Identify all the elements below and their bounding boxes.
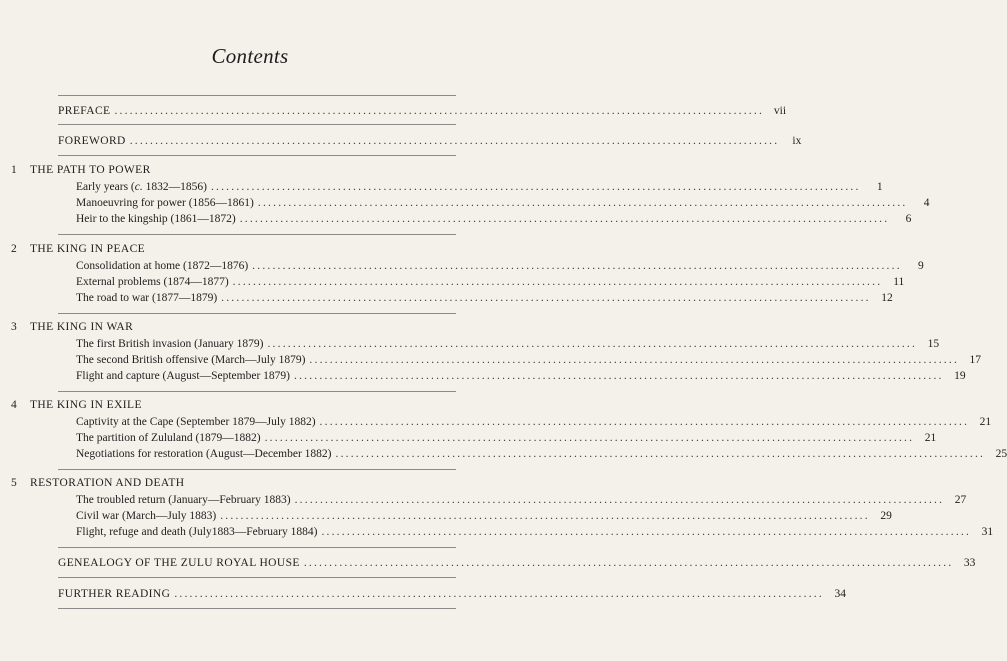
toc-entry-section[interactable] <box>76 509 892 523</box>
dot-leader: ................................................................................................................................ <box>264 432 915 444</box>
chapter-number: 2 <box>11 243 17 255</box>
dot-leader: ................................................................................................................................ <box>303 557 954 569</box>
divider <box>58 95 456 96</box>
divider <box>58 608 456 609</box>
entry-page: 6 <box>905 213 912 225</box>
chapter-number: 5 <box>11 477 17 489</box>
entry-title: The road to war (1877—1879) <box>76 292 218 304</box>
divider <box>58 547 456 548</box>
entry-page: 17 <box>969 354 982 366</box>
toc-entry-genealogy[interactable] <box>58 556 976 570</box>
chapter-number: 1 <box>11 164 17 176</box>
entry-title: GENEALOGY OF THE ZULU ROYAL HOUSE <box>58 557 300 569</box>
entry-title: The second British offensive (March—July 1879) <box>76 354 306 366</box>
toc-entry-further-reading[interactable] <box>58 587 846 601</box>
entry-title: FOREWORD <box>58 135 126 147</box>
chapter-title[interactable]: THE KING IN PEACE <box>30 243 146 255</box>
entry-title: The partition of Zululand (1879—1882) <box>76 432 261 444</box>
entry-page: 19 <box>954 370 966 382</box>
divider <box>58 124 456 125</box>
dot-leader: ................................................................................................................................ <box>294 370 944 382</box>
toc-entry-section[interactable] <box>76 259 924 273</box>
entry-page: 11 <box>893 276 905 288</box>
entry-title: The first British invasion (January 1879) <box>76 338 264 350</box>
entry-title: The troubled return (January—February 1883) <box>76 494 291 506</box>
chapter-title[interactable]: THE PATH TO POWER <box>30 164 151 176</box>
toc-entry-section[interactable] <box>76 337 940 351</box>
entry-title: Heir to the kingship (1861—1872) <box>76 213 236 225</box>
entry-title: External problems (1874—1877) <box>76 276 229 288</box>
toc-entry-section[interactable] <box>76 431 937 445</box>
toc-entry-section[interactable] <box>76 353 982 367</box>
dot-leader: ................................................................................................................................ <box>221 292 871 304</box>
dot-leader: ................................................................................................................................ <box>232 276 883 288</box>
entry-page: 21 <box>924 432 937 444</box>
toc-entry-section[interactable] <box>76 180 883 194</box>
divider <box>58 391 456 392</box>
divider <box>58 155 456 156</box>
divider <box>58 234 456 235</box>
entry-page: 12 <box>881 292 893 304</box>
entry-title: Captivity at the Cape (September 1879—July 1882) <box>76 416 316 428</box>
entry-title: Early years (c. 1832—1856) <box>76 181 207 193</box>
chapter-title[interactable]: THE KING IN WAR <box>30 321 134 333</box>
entry-page: 33 <box>963 557 976 569</box>
dot-leader: ................................................................................................................................ <box>210 181 861 193</box>
entry-title: Consolidation at home (1872—1876) <box>76 260 249 272</box>
entry-page: 25 <box>995 448 1007 460</box>
dot-leader: ................................................................................................................................ <box>129 135 780 147</box>
entry-page: vii <box>773 105 787 117</box>
entry-title: FURTHER READING <box>58 588 171 600</box>
dot-leader: ................................................................................................................................ <box>267 338 918 350</box>
chapter-title[interactable]: RESTORATION AND DEATH <box>30 477 185 489</box>
entry-page: 29 <box>880 510 892 522</box>
toc-entry-preface[interactable] <box>58 104 787 118</box>
entry-page: 31 <box>981 526 994 538</box>
chapter-number: 4 <box>11 399 17 411</box>
entry-title: Manoeuvring for power (1856—1861) <box>76 197 254 209</box>
toc-entry-section[interactable] <box>76 415 992 429</box>
page-title: Contents <box>211 44 289 68</box>
toc-entry-section[interactable] <box>76 493 967 507</box>
toc-entry-section[interactable] <box>76 275 905 289</box>
divider <box>58 469 456 470</box>
toc-entry-section[interactable] <box>76 196 930 210</box>
chapter-title[interactable]: THE KING IN EXILE <box>30 399 142 411</box>
entry-page: 21 <box>979 416 992 428</box>
entry-page: 34 <box>834 588 846 600</box>
dot-leader: ................................................................................................................................ <box>319 416 970 428</box>
dot-leader: ................................................................................................................................ <box>335 448 986 460</box>
entry-page: 4 <box>923 197 930 209</box>
toc-entry-section[interactable] <box>76 291 893 305</box>
dot-leader: ................................................................................................................................ <box>252 260 902 272</box>
entry-page: 1 <box>876 181 883 193</box>
toc-entry-section[interactable] <box>76 447 1007 461</box>
toc-entry-section[interactable] <box>76 369 966 383</box>
dot-leader: ................................................................................................................................ <box>321 526 972 538</box>
divider <box>58 313 456 314</box>
entry-page: ix <box>792 135 802 147</box>
entry-page: 15 <box>927 338 940 350</box>
toc-entry-foreword[interactable] <box>58 134 802 148</box>
dot-leader: ................................................................................................................................ <box>309 354 960 366</box>
entry-title: PREFACE <box>58 105 111 117</box>
chapter-number: 3 <box>11 321 17 333</box>
entry-title: Flight and capture (August—September 1879) <box>76 370 290 382</box>
dot-leader: ................................................................................................................................ <box>220 510 870 522</box>
toc-entry-section[interactable] <box>76 212 912 226</box>
dot-leader: ................................................................................................................................ <box>174 588 824 600</box>
divider <box>58 577 456 578</box>
toc-entry-section[interactable] <box>76 525 994 539</box>
entry-title: Flight, refuge and death (July1883—February 1884) <box>76 526 318 538</box>
dot-leader: ................................................................................................................................ <box>257 197 908 209</box>
entry-page: 27 <box>954 494 967 506</box>
dot-leader: ................................................................................................................................ <box>294 494 945 506</box>
dot-leader: ................................................................................................................................ <box>114 105 765 117</box>
dot-leader: ................................................................................................................................ <box>239 213 890 225</box>
entry-page: 9 <box>918 260 924 272</box>
entry-title: Civil war (March—July 1883) <box>76 510 217 522</box>
entry-title: Negotiations for restoration (August—December 1882) <box>76 448 332 460</box>
